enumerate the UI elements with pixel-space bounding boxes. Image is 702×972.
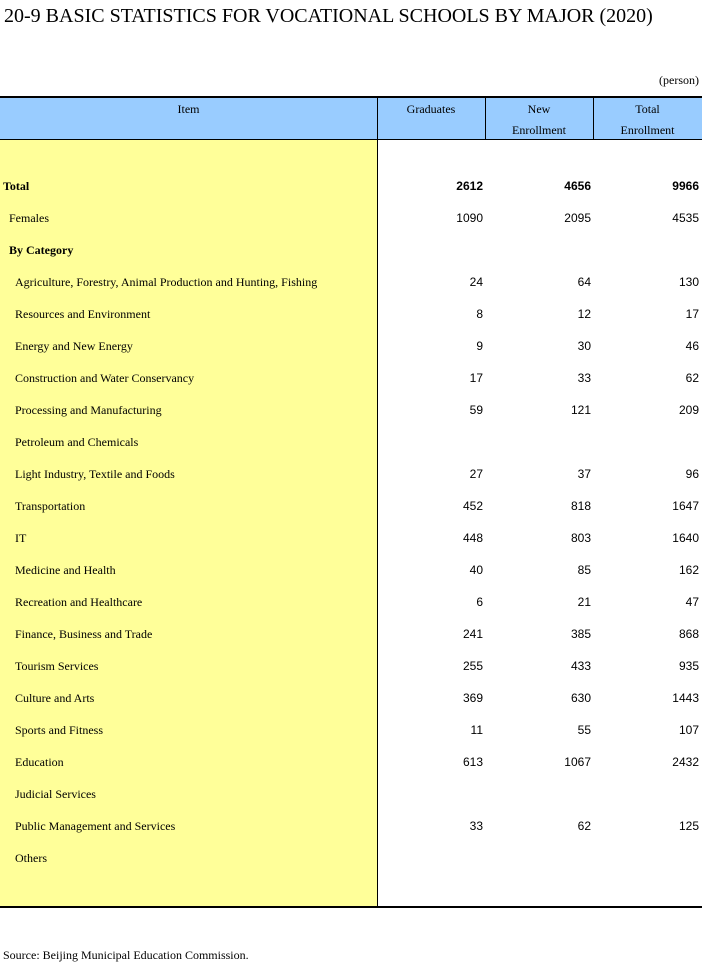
graduates-cell: 8 xyxy=(476,307,483,321)
header-total-enrollment-line1: Total xyxy=(635,102,660,116)
new-enrollment-cell: 55 xyxy=(577,723,591,737)
row-label: Processing and Manufacturing xyxy=(15,403,162,417)
new-enrollment-cell: 433 xyxy=(570,659,591,673)
table-row xyxy=(0,241,702,261)
graduates-cell: 17 xyxy=(469,371,483,385)
graduates-cell: 27 xyxy=(469,467,483,481)
row-label: IT xyxy=(15,531,27,545)
table-row xyxy=(0,625,702,645)
graduates-cell: 2612 xyxy=(456,179,483,193)
row-label: Total xyxy=(3,179,30,193)
total-enrollment-cell: 1443 xyxy=(672,691,699,705)
row-label: Sports and Fitness xyxy=(15,723,104,737)
new-enrollment-cell: 64 xyxy=(577,275,591,289)
row-label: Tourism Services xyxy=(15,659,99,673)
total-enrollment-cell: 96 xyxy=(685,467,699,481)
header-item xyxy=(0,98,377,139)
graduates-cell: 24 xyxy=(469,275,483,289)
page-title: 20-9 BASIC STATISTICS FOR VOCATIONAL SCHOOLS BY MAJOR (2020) xyxy=(4,5,653,27)
header-total-enrollment xyxy=(593,98,702,139)
new-enrollment-cell: 30 xyxy=(577,339,591,353)
table-row xyxy=(0,753,702,773)
header-total-enrollment-line2: Enrollment xyxy=(620,123,675,137)
new-enrollment-cell: 37 xyxy=(577,467,591,481)
new-enrollment-cell: 85 xyxy=(577,563,591,577)
graduates-cell: 11 xyxy=(470,723,483,737)
graduates-cell: 6 xyxy=(476,595,483,609)
new-enrollment-cell: 2095 xyxy=(564,211,591,225)
row-label: Recreation and Healthcare xyxy=(15,595,143,609)
header-divider xyxy=(593,96,594,140)
table-row xyxy=(0,785,702,805)
row-label: Judicial Services xyxy=(15,787,96,801)
new-enrollment-cell: 62 xyxy=(577,819,591,833)
table-row xyxy=(0,177,702,197)
total-enrollment-cell: 935 xyxy=(678,659,699,673)
total-enrollment-cell: 125 xyxy=(678,819,699,833)
table-row xyxy=(0,817,702,837)
graduates-cell: 369 xyxy=(462,691,483,705)
header-graduates xyxy=(377,98,485,139)
header-new-enrollment xyxy=(485,98,593,139)
row-label: Culture and Arts xyxy=(15,691,95,705)
total-enrollment-cell: 17 xyxy=(685,307,699,321)
total-enrollment-cell: 1640 xyxy=(672,531,699,545)
table-row xyxy=(0,465,702,485)
unit-label: (person) xyxy=(659,73,699,87)
header-new-enrollment-line2: Enrollment xyxy=(512,123,566,137)
table-row xyxy=(0,369,702,389)
graduates-cell: 241 xyxy=(462,627,483,641)
table-row xyxy=(0,593,702,613)
graduates-cell: 33 xyxy=(469,819,483,833)
new-enrollment-cell: 385 xyxy=(570,627,591,641)
new-enrollment-cell: 21 xyxy=(577,595,591,609)
new-enrollment-cell: 33 xyxy=(577,371,591,385)
graduates-cell: 9 xyxy=(476,339,483,353)
total-enrollment-cell: 1647 xyxy=(672,499,699,513)
total-enrollment-cell: 2432 xyxy=(672,755,699,769)
row-label: Public Management and Services xyxy=(15,819,176,833)
table-row xyxy=(0,497,702,517)
row-label: By Category xyxy=(9,243,74,257)
graduates-cell: 40 xyxy=(469,563,483,577)
table-row xyxy=(0,721,702,741)
total-enrollment-cell: 130 xyxy=(678,275,699,289)
table-row xyxy=(0,529,702,549)
row-label: Petroleum and Chemicals xyxy=(15,435,139,449)
total-enrollment-cell: 47 xyxy=(685,595,699,609)
new-enrollment-cell: 1067 xyxy=(564,755,591,769)
total-enrollment-cell: 4535 xyxy=(672,211,699,225)
graduates-cell: 255 xyxy=(462,659,483,673)
new-enrollment-cell: 12 xyxy=(577,307,591,321)
table-row xyxy=(0,209,702,229)
row-label: Education xyxy=(15,755,64,769)
total-enrollment-cell: 162 xyxy=(678,563,699,577)
header-new-enrollment-line1: New xyxy=(527,102,551,116)
table-row xyxy=(0,273,702,293)
table-row xyxy=(0,305,702,325)
header-item-label: Item xyxy=(177,102,200,116)
row-label: Transportation xyxy=(15,499,86,513)
row-label: Energy and New Energy xyxy=(15,339,133,353)
table-row xyxy=(0,689,702,709)
header-divider xyxy=(485,96,486,140)
total-enrollment-cell: 107 xyxy=(678,723,699,737)
table-bottom-rule xyxy=(0,906,702,908)
total-enrollment-cell: 9966 xyxy=(672,179,699,193)
new-enrollment-cell: 4656 xyxy=(564,179,591,193)
graduates-cell: 452 xyxy=(462,499,483,513)
row-label: Light Industry, Textile and Foods xyxy=(15,467,175,481)
total-enrollment-cell: 209 xyxy=(678,403,699,417)
row-label: Resources and Environment xyxy=(15,307,151,321)
row-label: Agriculture, Forestry, Animal Production and Hunting, Fishing xyxy=(15,275,318,289)
graduates-cell: 59 xyxy=(469,403,483,417)
total-enrollment-cell: 62 xyxy=(685,371,699,385)
new-enrollment-cell: 818 xyxy=(570,499,591,513)
new-enrollment-cell: 803 xyxy=(570,531,591,545)
header-divider xyxy=(377,96,378,140)
row-label: Finance, Business and Trade xyxy=(15,627,153,641)
graduates-cell: 613 xyxy=(462,755,483,769)
new-enrollment-cell: 121 xyxy=(570,403,591,417)
new-enrollment-cell: 630 xyxy=(570,691,591,705)
row-label: Others xyxy=(15,851,47,865)
table-row xyxy=(0,561,702,581)
header-graduates-label: Graduates xyxy=(406,102,456,116)
table-row xyxy=(0,849,702,869)
graduates-cell: 1090 xyxy=(456,211,483,225)
table-row xyxy=(0,433,702,453)
table-row xyxy=(0,401,702,421)
table-row xyxy=(0,337,702,357)
row-label: Females xyxy=(9,211,49,225)
total-enrollment-cell: 868 xyxy=(678,627,699,641)
graduates-cell: 448 xyxy=(462,531,483,545)
row-label: Medicine and Health xyxy=(15,563,116,577)
total-enrollment-cell: 46 xyxy=(685,339,699,353)
table-header xyxy=(0,96,702,140)
source-note: Source: Beijing Municipal Education Commission. xyxy=(3,948,249,962)
row-label: Construction and Water Conservancy xyxy=(15,371,195,385)
table-row xyxy=(0,657,702,677)
